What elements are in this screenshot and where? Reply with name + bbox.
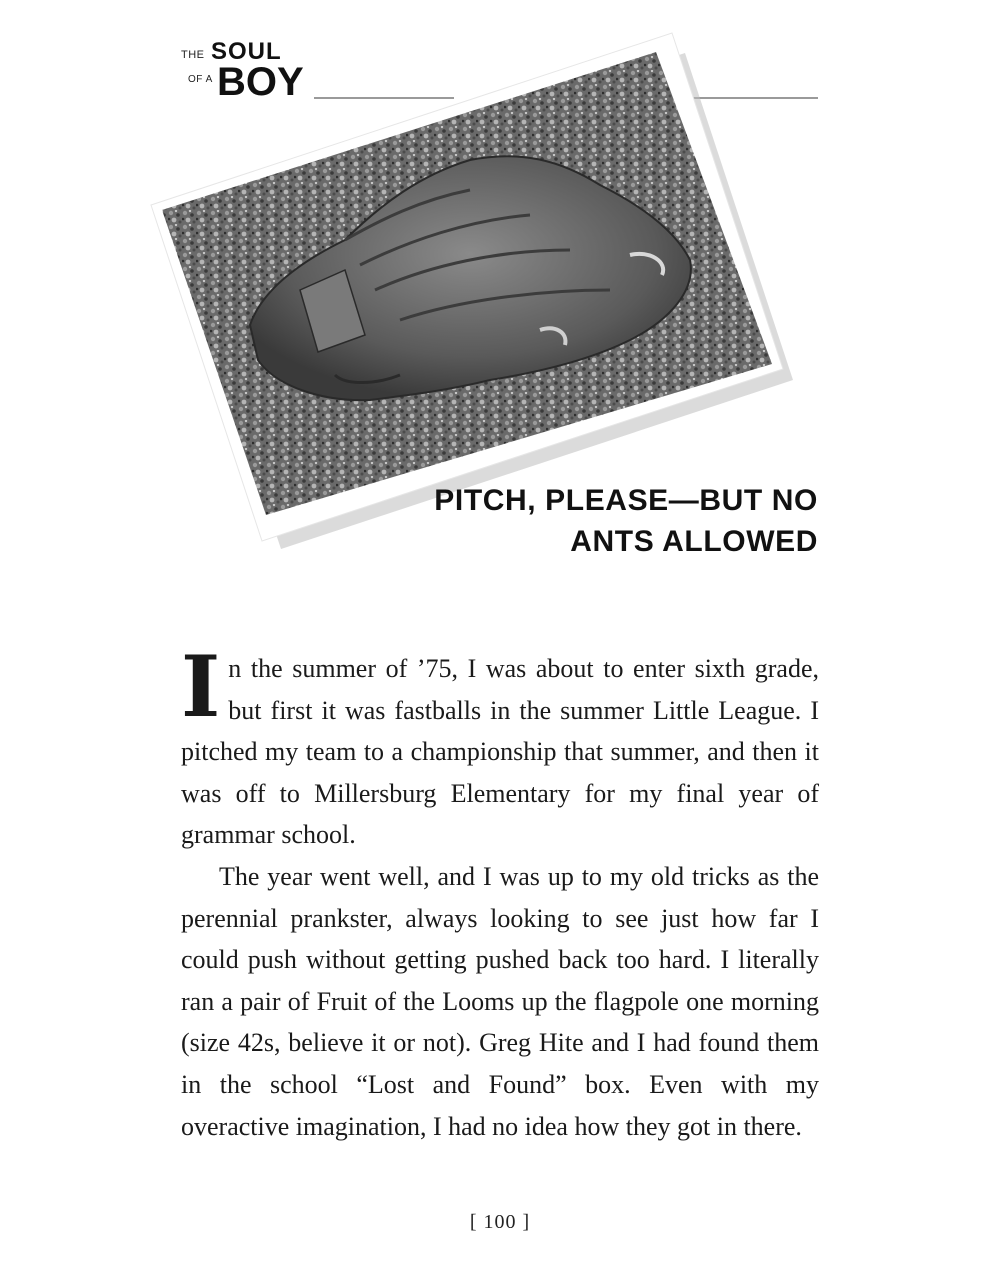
paragraph-1 bbox=[181, 637, 819, 856]
logo-of-a: OF A bbox=[188, 74, 213, 85]
chapter-title-line-2: ANTS ALLOWED bbox=[570, 525, 818, 558]
paragraph-2: The year went well, and I was up to my old tricks as the perennial prankster, always looking to see just how far I could push without getting pushed back too hard. I literally ran a pair of Fruit of the Looms up the flagpole one morning (size 42s, believe it or not). Greg Hite and I had found them in the school “Lost and Found” box. Even with my overactive imagination, I had no idea how they got in there. bbox=[181, 861, 819, 1141]
chapter-photo bbox=[0, 0, 1000, 560]
chapter-title-line-1: PITCH, PLEASE—BUT NO bbox=[434, 484, 818, 517]
drop-cap: I bbox=[181, 637, 221, 736]
page-number bbox=[0, 1211, 1000, 1234]
page-number-text: [ 100 ] bbox=[469, 1211, 531, 1233]
body-text bbox=[181, 637, 819, 1147]
paragraph-1-text: n the summer of ’75, I was about to enter sixth grade, but first it was fastballs in the summer Little League. I pitched my team to a championship that summer, and then it was off to Millersburg Elementary for my final year of grammar school. bbox=[181, 654, 819, 850]
logo-the: THE bbox=[181, 49, 205, 61]
logo-soul: SOUL bbox=[211, 38, 282, 65]
logo-boy: BOY bbox=[217, 60, 304, 104]
chapter-title bbox=[434, 480, 818, 562]
baseball-glove-icon bbox=[0, 0, 1000, 560]
